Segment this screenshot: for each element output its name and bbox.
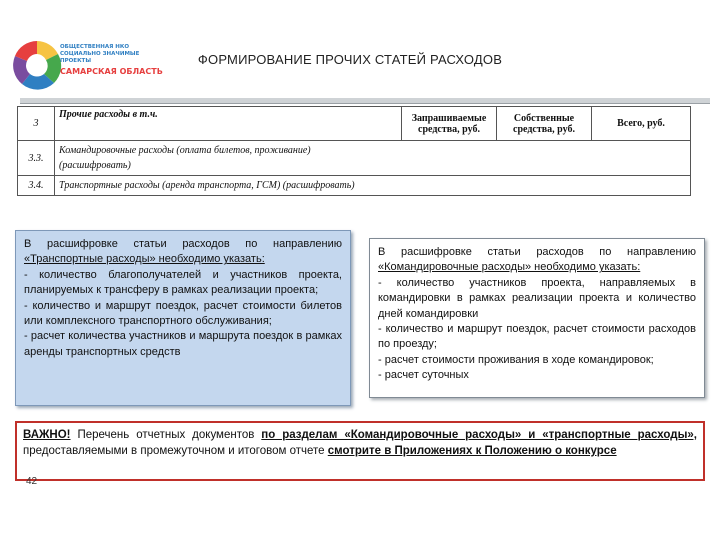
table-row [18,176,691,196]
travel-note-item: - количество участников проекта, направляемых в командировки в рамках реализации проекта и количество дней командировки [378,276,696,320]
budget-table [17,106,691,196]
page-title: ФОРМИРОВАНИЕ ПРОЧИХ СТАТЕЙ РАСХОДОВ [197,52,503,67]
important-appendix-link[interactable]: смотрите в Приложениях к Положению о конкурсе [327,445,617,457]
table-header-row [18,107,691,141]
logo-line-4: САМАРСКАЯ ОБЛАСТЬ [60,67,163,76]
header-num-cell: 3 [18,107,55,141]
important-sections-link[interactable]: по разделам «Командировочные расходы» и «транспортные расходы», [261,429,697,441]
row-num-cell: 3.3. [18,141,55,176]
header-requested-cell: Запрашиваемые средства, руб. [402,107,497,141]
header-total-cell: Всего, руб. [592,107,691,141]
travel-expenses-note [369,238,705,398]
travel-note-heading: «Командировочные расходы» необходимо указать: [378,261,641,274]
header-name-cell: Прочие расходы в т.ч. [55,107,402,141]
row-text-cell: Транспортные расходы (аренда транспорта, ГСМ) (расшифровать) [55,176,691,196]
header-rule-line [20,103,710,104]
transport-expenses-note [15,230,351,406]
logo-line-2: СОЦИАЛЬНО ЗНАЧИМЫЕ [60,51,140,57]
transport-note-item: - расчет количества участников и маршрута поездок в рамках аренды транспортных средств [24,330,342,358]
important-text-2: предоставляемыми в промежуточном и итоговом отчете [23,445,328,457]
travel-note-intro: В расшифровке статьи расходов по направлению [378,246,696,258]
important-label: ВАЖНО! [23,429,71,441]
page-number: 42 [26,476,38,487]
logo-ring-icon [12,36,62,98]
logo-line-1: ОБЩЕСТВЕННАЯ НКО [60,44,130,50]
row-num-cell: 3.4. [18,176,55,196]
header-own-cell: Собственные средства, руб. [497,107,592,141]
transport-note-intro: В расшифровке статьи расходов по направлению [24,238,342,250]
travel-note-item: - расчет суточных [378,369,469,382]
table-row [18,141,691,176]
transport-note-item: - количество благополучателей и участников проекта, планируемых к трансферу в рамках реализации проекта; [24,268,342,297]
important-text-1: Перечень отчетных документов [70,429,262,441]
important-note [15,421,705,481]
row-text: Командировочные расходы (оплата билетов, проживание) (расшифровать) [59,145,311,171]
organization-logo [12,30,163,102]
travel-note-item: - количество и маршрут поездок, расчет стоимости расходов по проезду; [378,323,696,351]
row-text-cell [55,141,691,176]
logo-line-3: ПРОЕКТЫ [60,58,92,64]
transport-note-heading: «Транспортные расходы» необходимо указать: [24,253,265,266]
travel-note-item: - расчет стоимости проживания в ходе командировок; [378,353,654,366]
transport-note-item: - количество и маршрут поездок, расчет стоимости билетов или комплексного транспортного обслуживания; [24,299,342,328]
